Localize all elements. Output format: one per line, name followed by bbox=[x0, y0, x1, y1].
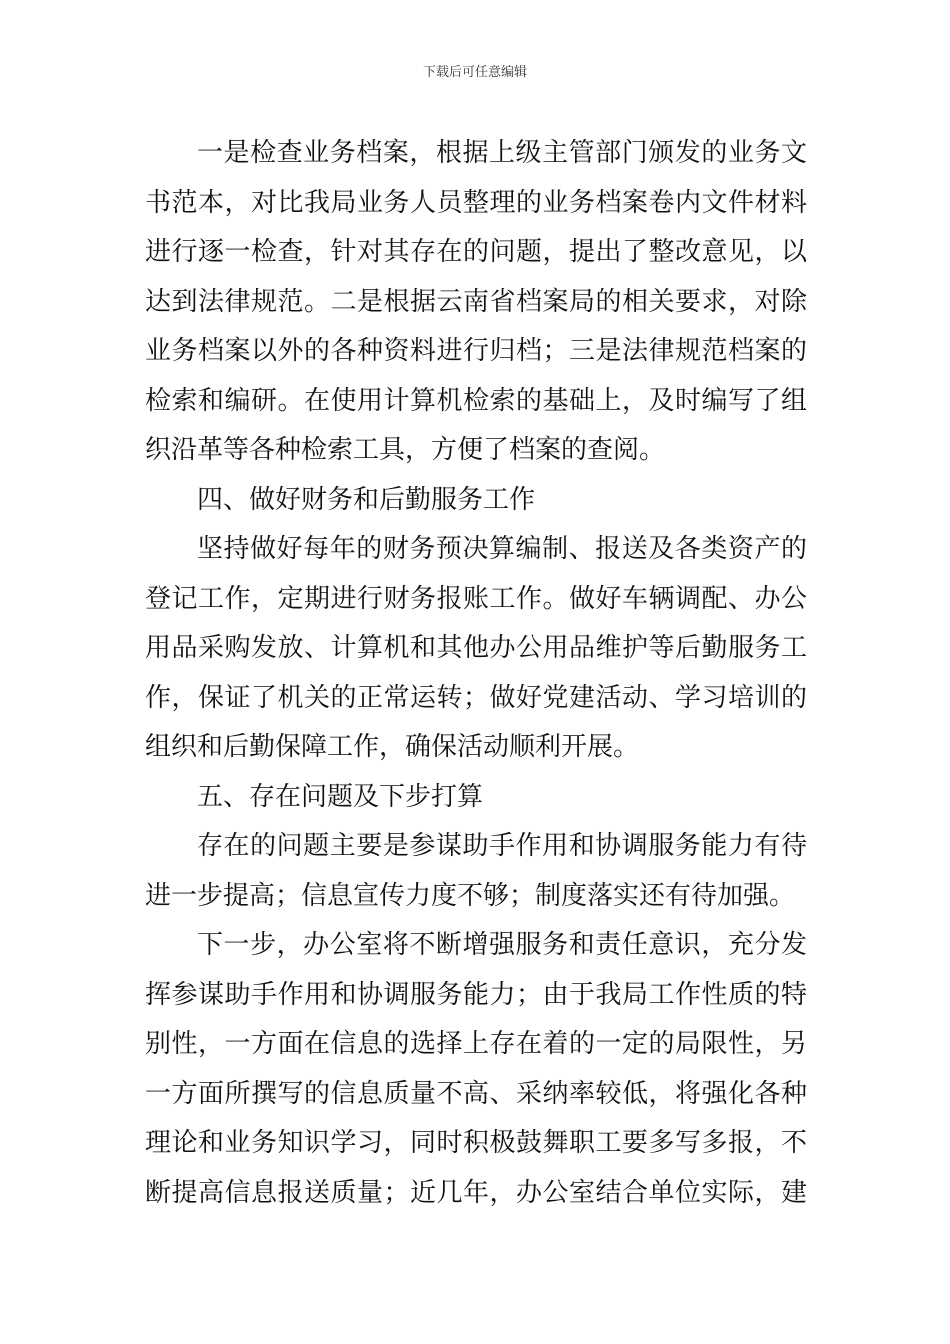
text-line-22: 断提高信息报送质量；近几年，办公室结合单位实际，建 bbox=[145, 1177, 807, 1208]
text-line-20: 一方面所撰写的信息质量不高、采纳率较低，将强化各种 bbox=[145, 1078, 807, 1109]
text-line-12: 作，保证了机关的正常运转；做好党建活动、学习培训的 bbox=[145, 682, 807, 713]
text-line-2: 书范本，对比我局业务人员整理的业务档案卷内文件材料 bbox=[145, 187, 807, 218]
text-line-15: 存在的问题主要是参谋助手作用和协调服务能力有待 bbox=[197, 831, 807, 861]
text-line-13: 组织和后勤保障工作，确保活动顺利开展。 bbox=[145, 732, 640, 762]
text-line-17: 下一步，办公室将不断增强服务和责任意识，充分发 bbox=[197, 930, 807, 960]
text-line-19: 别性，一方面在信息的选择上存在着的一定的局限性，另 bbox=[145, 1029, 807, 1059]
text-line-11: 用品采购发放、计算机和其他办公用品维护等后勤服务工 bbox=[145, 633, 807, 663]
text-line-3: 进行逐一检查，针对其存在的问题，提出了整改意见，以 bbox=[145, 237, 807, 267]
text-line-5: 业务档案以外的各种资料进行归档；三是法律规范档案的 bbox=[145, 336, 807, 366]
text-line-10: 登记工作，定期进行财务报账工作。做好车辆调配、办公 bbox=[145, 583, 807, 614]
text-line-9: 坚持做好每年的财务预决算编制、报送及各类资产的 bbox=[197, 534, 807, 564]
text-line-6: 检索和编研。在使用计算机检索的基础上，及时编写了组 bbox=[145, 385, 807, 416]
document-body bbox=[145, 129, 807, 1218]
text-line-16: 进一步提高；信息宣传力度不够；制度落实还有待加强。 bbox=[145, 880, 796, 911]
text-line-7: 织沿革等各种检索工具，方便了档案的查阅。 bbox=[145, 435, 666, 465]
section-heading-4: 四、做好财务和后勤服务工作 bbox=[197, 484, 536, 515]
text-line-1: 一是检查业务档案，根据上级主管部门颁发的业务文 bbox=[197, 138, 807, 168]
text-line-18: 挥参谋助手作用和协调服务能力；由于我局工作性质的特 bbox=[145, 979, 807, 1010]
page-header: 下载后可任意编辑 bbox=[422, 65, 527, 80]
text-line-4: 达到法律规范。二是根据云南省档案局的相关要求，对除 bbox=[145, 286, 807, 317]
section-heading-5: 五、存在问题及下步打算 bbox=[197, 781, 484, 812]
text-line-21: 理论和业务知识学习，同时积极鼓舞职工要多写多报，不 bbox=[145, 1128, 807, 1158]
